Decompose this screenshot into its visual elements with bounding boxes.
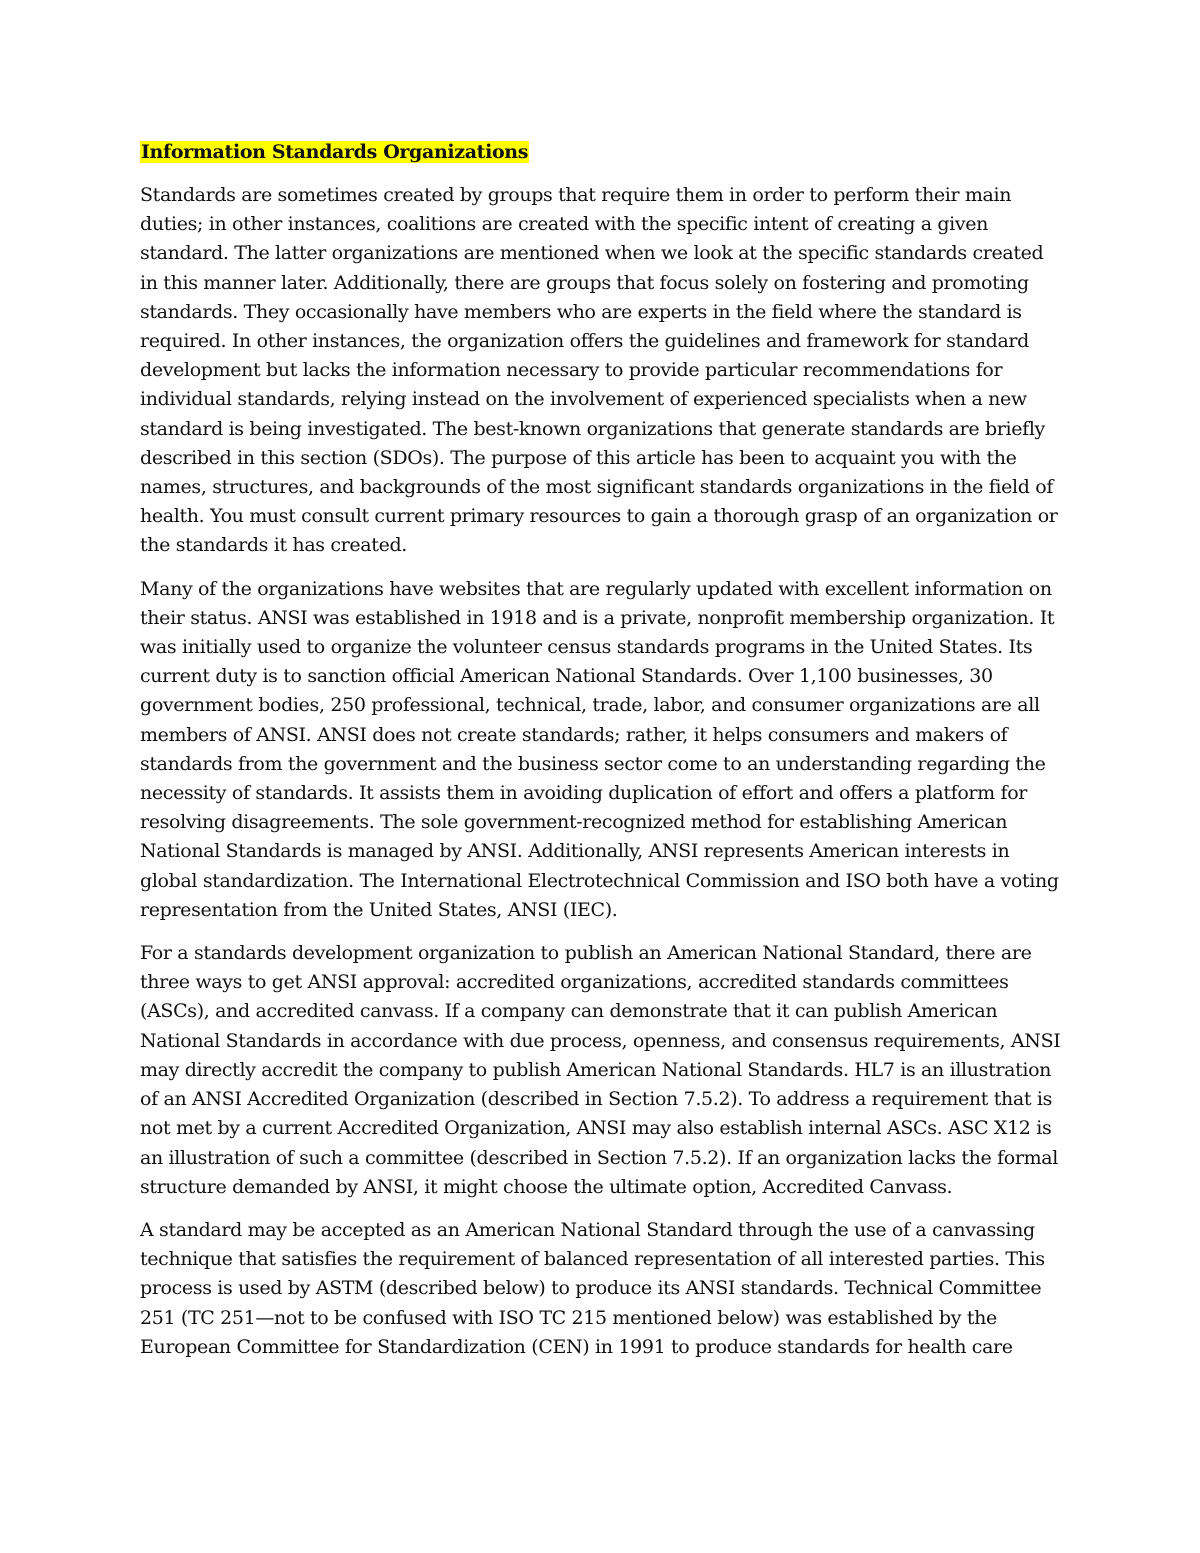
paragraph-4: A standard may be accepted as an American National Standard through the use of a canvassing technique that satisfies the requirement of balanced representation of all interested parties. This process is used by ASTM (described below) to produce its ANSI standards. Technical Committee 251 (TC 251—not to be confused with ISO TC 215 mentioned below) was established by the European Committee for Standardization (CEN) in 1991 to produce standards for health care	[140, 1218, 1045, 1358]
document-title	[140, 138, 1065, 167]
paragraph-1: Standards are sometimes created by groups that require them in order to perform their main duties; in other instances, coalitions are created with the specific intent of creating a given standard. The latter organizations are mentioned when we look at the specific standards created in this manner later. Additionally, there are groups that focus solely on fostering and promoting standards. They occasionally have members who are experts in the field where the standard is required. In other instances, the organization offers the guidelines and framework for standard development but lacks the information necessary to provide particular recommendations for individual standards, relying instead on the involvement of experienced specialists when a new standard is being investigated. The best-known organizations that generate standards are briefly described in this section (SDOs). The purpose of this article has been to acquaint you with the names, structures, and backgrounds of the most significant standards organizations in the field of health. You must consult current primary resources to gain a thorough grasp of an organization or the standards it has created.	[140, 184, 1058, 557]
highlighted-title-text: Information Standards Organizations	[141, 141, 529, 163]
document-page	[140, 138, 1065, 1376]
paragraph-3: For a standards development organization to publish an American National Standard, there are three ways to get ANSI approval: accredited organizations, accredited standards committees (ASCs), and accredited canvass. If a company can demonstrate that it can publish American National Standards in accordance with due process, openness, and consensus requirements, ANSI may directly accredit the company to publish American National Standards. HL7 is an illustration of an ANSI Accredited Organization (described in Section 7.5.2). To address a requirement that is not met by a current Accredited Organization, ANSI may also establish internal ASCs. ASC X12 is an illustration of such a committee (described in Section 7.5.2). If an organization lacks the formal structure demanded by ANSI, it might choose the ultimate option, Accredited Canvass.	[140, 942, 1061, 1198]
paragraph-2: Many of the organizations have websites that are regularly updated with excellent information on their status. ANSI was established in 1918 and is a private, nonprofit membership organization. It was initially used to organize the volunteer census standards programs in the United States. Its current duty is to sanction official American National Standards. Over 1,100 businesses, 30 government bodies, 250 professional, technical, trade, labor, and consumer organizations are all members of ANSI. ANSI does not create standards; rather, it helps consumers and makers of standards from the government and the business sector come to an understanding regarding the necessity of standards. It assists them in avoiding duplication of effort and offers a platform for resolving disagreements. The sole government-recognized method for establishing American National Standards is managed by ANSI. Additionally, ANSI represents American interests in global standardization. The International Electrotechnical Commission and ISO both have a voting representation from the United States, ANSI (IEC).	[140, 577, 1059, 921]
